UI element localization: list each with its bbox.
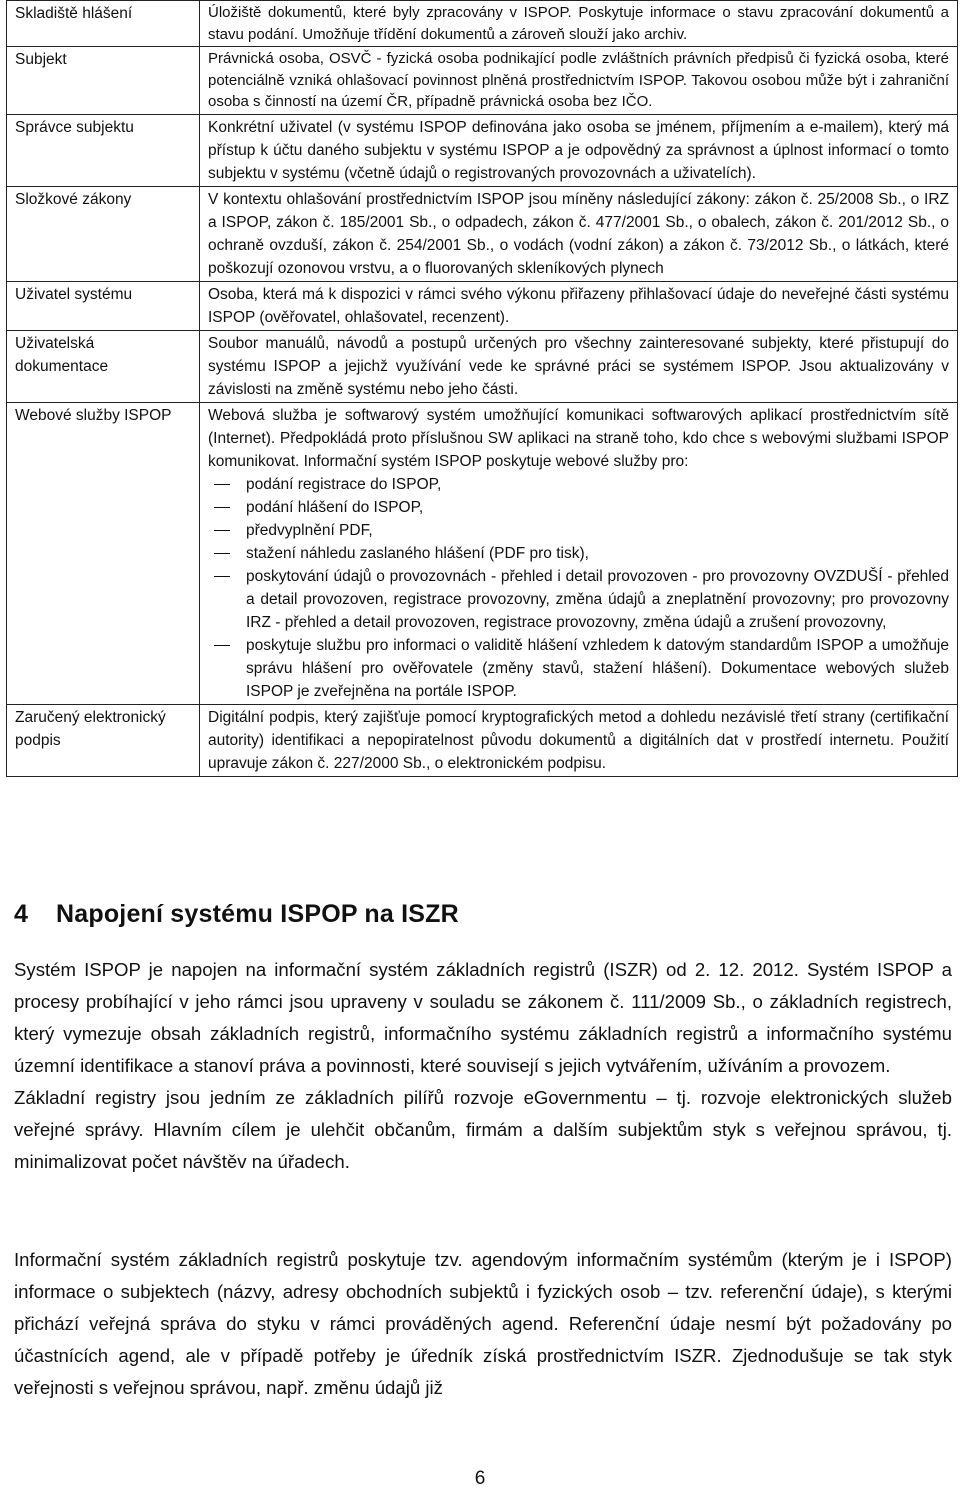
glossary-definition: V kontextu ohlašování prostřednictvím ISPOP jsou míněny následující zákony: zákon č. 25/2008 Sb., o IRZ a ISPOP, zákon č. 185/2001 Sb., o odpadech, zákon č. 477/2001 Sb., o obalech, zákon č. 201/2012 Sb., o ochraně ovzduší, zákon č. 254/2001 Sb., o vodách (vodní zákon) a zákon č. 73/2012 Sb., o látkách, které poškozují ozonovou vrstvu, a o fluorovaných skleníkových plynech	[200, 186, 958, 281]
section-title: Napojení systému ISPOP na ISZR	[56, 900, 459, 928]
page-number: 6	[474, 1468, 486, 1489]
glossary-term: Uživatel systému	[7, 281, 200, 330]
glossary-term: Uživatelská dokumentace	[7, 330, 200, 402]
web-services-list	[208, 473, 949, 703]
paragraph: Systém ISPOP je napojen na informační systém základních registrů (ISZR) od 2. 12. 2012. Systém ISPOP a procesy probíhající v jeho rámci jsou upraveny v souladu se zákonem č. 111/2009 Sb., o základních registrech, který vymezuje obsah základních registrů, informačního systému základních registrů a informačního systému územní identifikace a stanoví práva a povinnosti, které souvisejí s jejich vytvářením, užíváním a provozem.	[14, 959, 952, 1076]
glossary-table	[6, 0, 958, 777]
glossary-row	[7, 186, 958, 281]
list-item: podání registrace do ISPOP,	[208, 473, 949, 496]
list-item: předvyplnění PDF,	[208, 519, 949, 542]
glossary-definition: Právnická osoba, OSVČ - fyzická osoba podnikající podle zvláštních právních předpisů či fyzická osoba, které potenciálně vzniká ohlašovací povinnost plněná prostřednictvím ISPOP. Takovou osobou může být i zahraniční osoba s činností na území ČR, případně právnická osoba bez IČO.	[200, 47, 958, 115]
list-item: stažení náhledu zaslaného hlášení (PDF pro tisk),	[208, 542, 949, 565]
body-text	[14, 1244, 952, 1404]
glossary-row	[7, 330, 958, 402]
glossary-term: Webové služby ISPOP	[7, 402, 200, 704]
glossary-definition-web-services	[200, 402, 958, 704]
glossary-term: Subjekt	[7, 47, 200, 115]
glossary-definition: Osoba, která má k dispozici v rámci svého výkonu přiřazeny přihlašovací údaje do neveřejné části systému ISPOP (ověřovatel, ohlašovatel, recenzent).	[200, 281, 958, 330]
glossary-term: Skladiště hlášení	[7, 1, 200, 47]
paragraph: Základní registry jsou jedním ze základních pilířů rozvoje eGovernmentu – tj. rozvoje elektronických služeb veřejné správy. Hlavním cílem je ulehčit občanům, firmám a dalším subjektům styk s veřejnou správou, tj. minimalizovat počet návštěv na úřadech.	[14, 1087, 952, 1172]
glossary-term: Zaručený elektronický podpis	[7, 704, 200, 776]
glossary-definition: Digitální podpis, který zajišťuje pomocí kryptografických metod a dohledu nezávislé třetí strany (certifikační autority) identifikaci a nepopiratelnost původu dokumentů a digitálních dat v prostředí internetu. Použití upravuje zákon č. 227/2000 Sb., o elektronickém podpisu.	[200, 704, 958, 776]
list-item: poskytování údajů o provozovnách - přehled i detail provozoven - pro provozovny OVZDUŠÍ - přehled a detail provozoven, registrace provozovny, změna údajů a zneplatnění provozovny; pro provozovny IRZ - přehled a detail provozoven, registrace provozovny, změna údajů a zrušení provozovny,	[208, 565, 949, 634]
section-number: 4	[14, 900, 29, 928]
list-item: poskytuje službu pro informaci o validitě hlášení vzhledem k datovým standardům ISPOP a umožňuje správu hlášení pro ověřovatele (změny stavů, stažení hlášení). Dokumentace webových služeb ISPOP je zveřejněna na portále ISPOP.	[208, 634, 949, 703]
glossary-definition: Konkrétní uživatel (v systému ISPOP definována jako osoba se jménem, příjmením a e-mailem), který má přístup k účtu daného subjektu v systému ISPOP a je odpovědný za správnost a úplnost informací o tomto subjektu v systému (včetně údajů o registrovaných provozovnách a uživatelích).	[200, 114, 958, 186]
glossary-definition: Soubor manuálů, návodů a postupů určených pro všechny zainteresované subjekty, které přistupují do systému ISPOP a jejichž využívání vede ke správné práci se systémem ISPOP. Jsou aktualizovány v závislosti na změně systému nebo jeho části.	[200, 330, 958, 402]
list-item: podání hlášení do ISPOP,	[208, 496, 949, 519]
glossary-row	[7, 402, 958, 704]
glossary-row	[7, 1, 958, 47]
glossary-term: Správce subjektu	[7, 114, 200, 186]
glossary-row	[7, 114, 958, 186]
glossary-row	[7, 281, 958, 330]
section-heading	[14, 900, 459, 929]
paragraph: Informační systém základních registrů poskytuje tzv. agendovým informačním systémům (kterým je i ISPOP) informace o subjektech (názvy, adresy obchodních subjektů i fyzických osob – tzv. referenční údaje), s kterými přichází veřejná správa do styku v rámci prováděných agend. Referenční údaje nesmí být požadovány po účastnících agend, ale v případě potřeby je úředník získá prostřednictvím ISZR. Zjednodušuje se tak styk veřejnosti s veřejnou správou, např. změnu údajů již	[14, 1249, 952, 1398]
glossary-term: Složkové zákony	[7, 186, 200, 281]
glossary-row	[7, 47, 958, 115]
glossary-row	[7, 704, 958, 776]
glossary-definition: Webová služba je softwarový systém umožňující komunikaci softwarových aplikací prostřednictvím sítě (Internet). Předpokládá proto příslušnou SW aplikaci na straně toho, kdo chce s webovými službami ISPOP komunikovat. Informační systém ISPOP poskytuje webové služby pro:	[208, 406, 949, 470]
body-text	[14, 954, 952, 1178]
glossary-definition: Úložiště dokumentů, které byly zpracovány v ISPOP. Poskytuje informace o stavu zpracování dokumentů a stavu podání. Umožňuje třídění dokumentů a zároveň slouží jako archiv.	[200, 1, 958, 47]
